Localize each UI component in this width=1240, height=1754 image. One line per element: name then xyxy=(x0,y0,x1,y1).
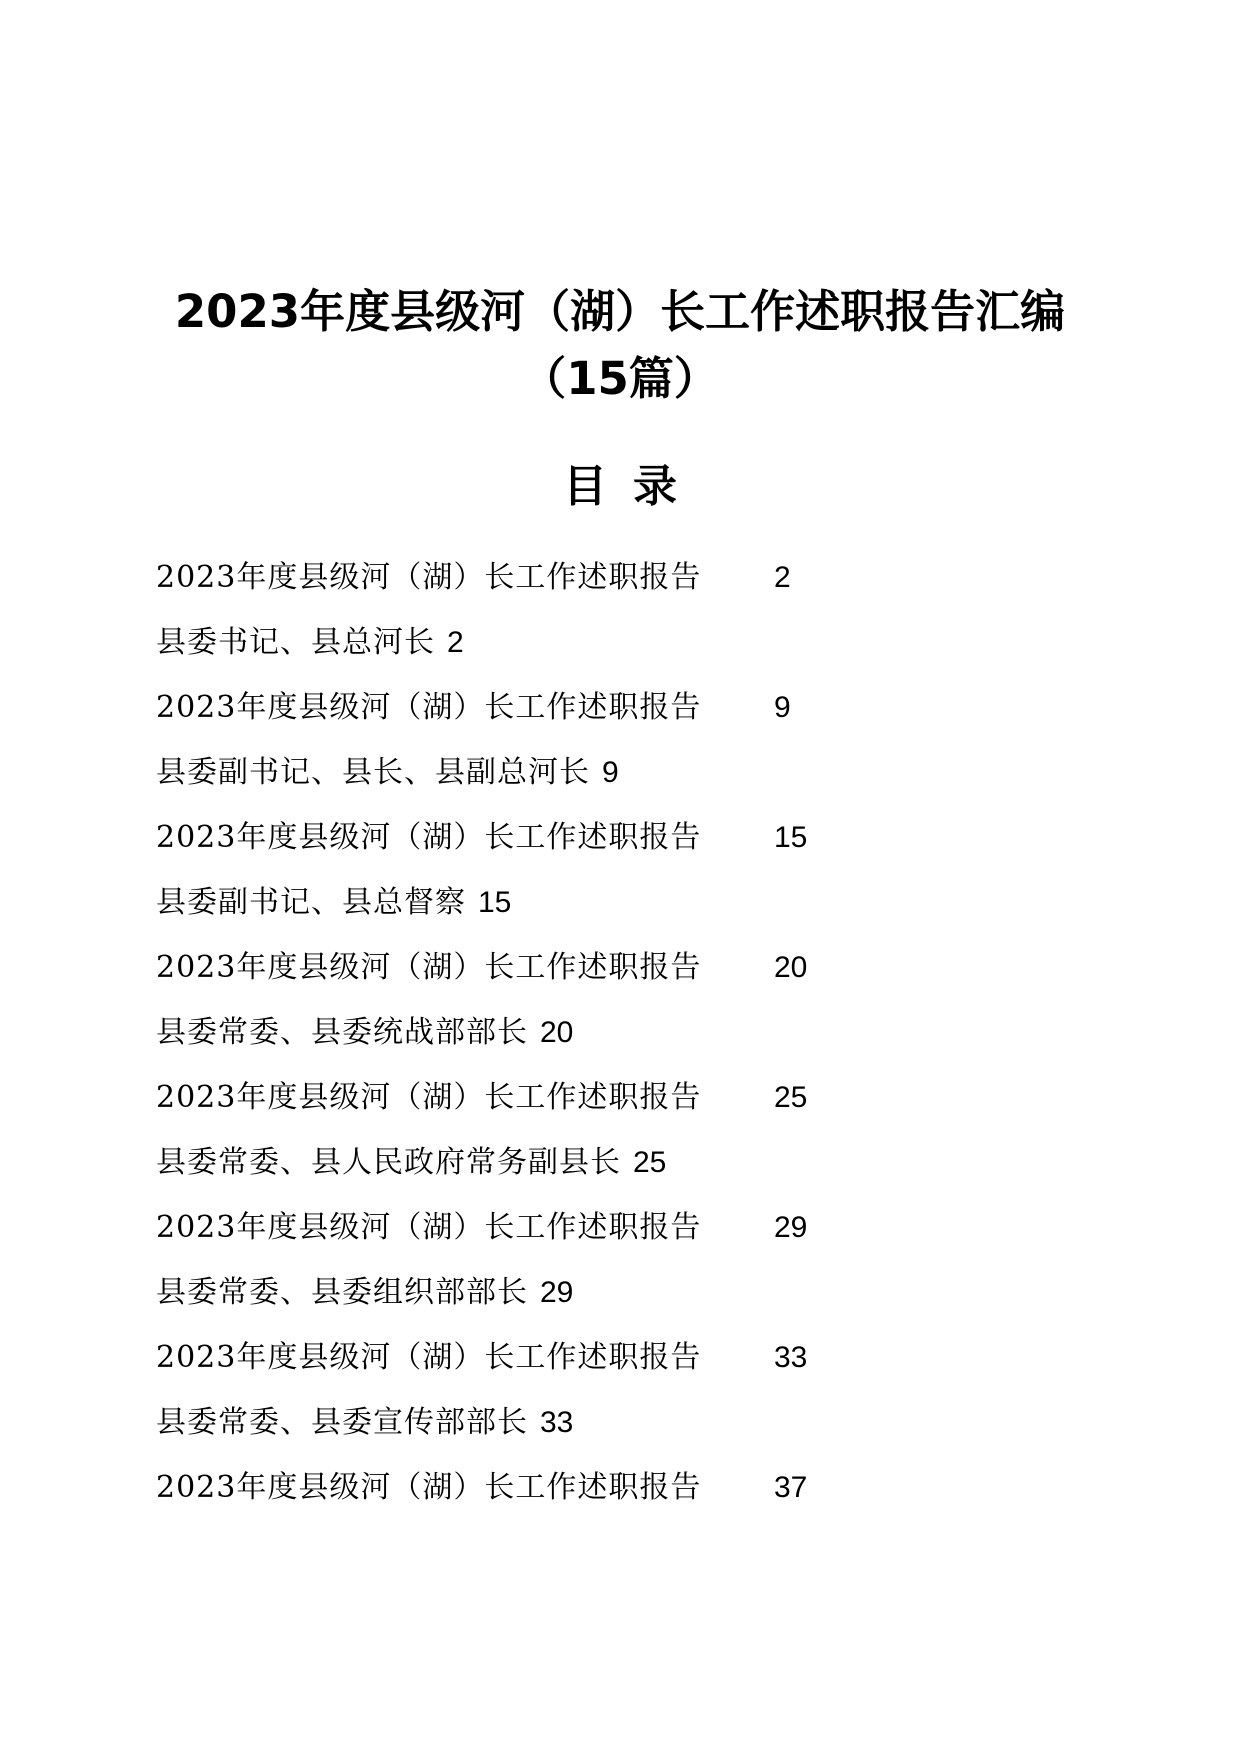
toc-entry-page-number: 25 xyxy=(774,1081,808,1114)
toc-entry-page-number: 20 xyxy=(774,951,808,984)
toc-entry-page-number: 25 xyxy=(633,1146,667,1179)
toc-entry-page-number: 33 xyxy=(540,1406,574,1439)
toc-entry[interactable] xyxy=(156,751,1056,816)
toc-entry-page-number: 37 xyxy=(774,1471,808,1504)
toc-entry[interactable] xyxy=(156,1271,1056,1336)
toc-entry-page-number: 29 xyxy=(540,1276,574,1309)
toc-entry-title: 2023年度县级河（湖）长工作述职报告 xyxy=(156,690,702,725)
toc-entry-title: 县委副书记、县长、县副总河长 xyxy=(156,755,590,790)
toc-entry-title: 县委常委、县委统战部部长 xyxy=(156,1015,528,1050)
toc-entry-title: 县委书记、县总河长 xyxy=(156,625,435,660)
toc-entry-page-number: 9 xyxy=(602,756,619,789)
toc-entry-title: 县委常委、县委组织部部长 xyxy=(156,1275,528,1310)
toc-entry-title: 2023年度县级河（湖）长工作述职报告 xyxy=(156,1210,702,1245)
toc-entry[interactable] xyxy=(156,1336,1056,1401)
toc-entry[interactable] xyxy=(156,946,1056,1011)
table-of-contents xyxy=(156,556,1056,1531)
title-line-1: 2023年度县级河（湖）长工作述职报告汇编 xyxy=(174,285,1066,338)
toc-entry[interactable] xyxy=(156,1076,1056,1141)
toc-entry-title: 2023年度县级河（湖）长工作述职报告 xyxy=(156,1080,702,1115)
toc-entry-title: 县委常委、县委宣传部部长 xyxy=(156,1405,528,1440)
toc-entry-page-number: 9 xyxy=(774,691,791,724)
toc-entry-title: 县委常委、县人民政府常务副县长 xyxy=(156,1145,621,1180)
toc-entry[interactable] xyxy=(156,1466,1056,1531)
toc-entry[interactable] xyxy=(156,1206,1056,1271)
toc-entry[interactable] xyxy=(156,1401,1056,1466)
toc-entry[interactable] xyxy=(156,881,1056,946)
toc-entry-page-number: 20 xyxy=(540,1016,574,1049)
toc-entry-title: 2023年度县级河（湖）长工作述职报告 xyxy=(156,1340,702,1375)
toc-entry[interactable] xyxy=(156,1011,1056,1076)
toc-entry-page-number: 15 xyxy=(774,821,808,854)
toc-entry[interactable] xyxy=(156,621,1056,686)
toc-entry-title: 2023年度县级河（湖）长工作述职报告 xyxy=(156,820,702,855)
document-title xyxy=(0,278,1240,412)
toc-entry[interactable] xyxy=(156,1141,1056,1206)
toc-entry-page-number: 2 xyxy=(774,561,791,594)
toc-entry[interactable] xyxy=(156,556,1056,621)
toc-entry-page-number: 15 xyxy=(478,886,512,919)
toc-entry[interactable] xyxy=(156,686,1056,751)
toc-entry-title: 县委副书记、县总督察 xyxy=(156,885,466,920)
toc-entry-page-number: 33 xyxy=(774,1341,808,1374)
toc-entry-title: 2023年度县级河（湖）长工作述职报告 xyxy=(156,950,702,985)
toc-entry-page-number: 29 xyxy=(774,1211,808,1244)
toc-entry-title: 2023年度县级河（湖）长工作述职报告 xyxy=(156,560,702,595)
toc-heading: 目录 xyxy=(563,461,703,512)
toc-entry[interactable] xyxy=(156,816,1056,881)
title-line-2: （15篇） xyxy=(521,352,719,405)
toc-entry-title: 2023年度县级河（湖）长工作述职报告 xyxy=(156,1470,702,1505)
toc-entry-page-number: 2 xyxy=(447,626,464,659)
